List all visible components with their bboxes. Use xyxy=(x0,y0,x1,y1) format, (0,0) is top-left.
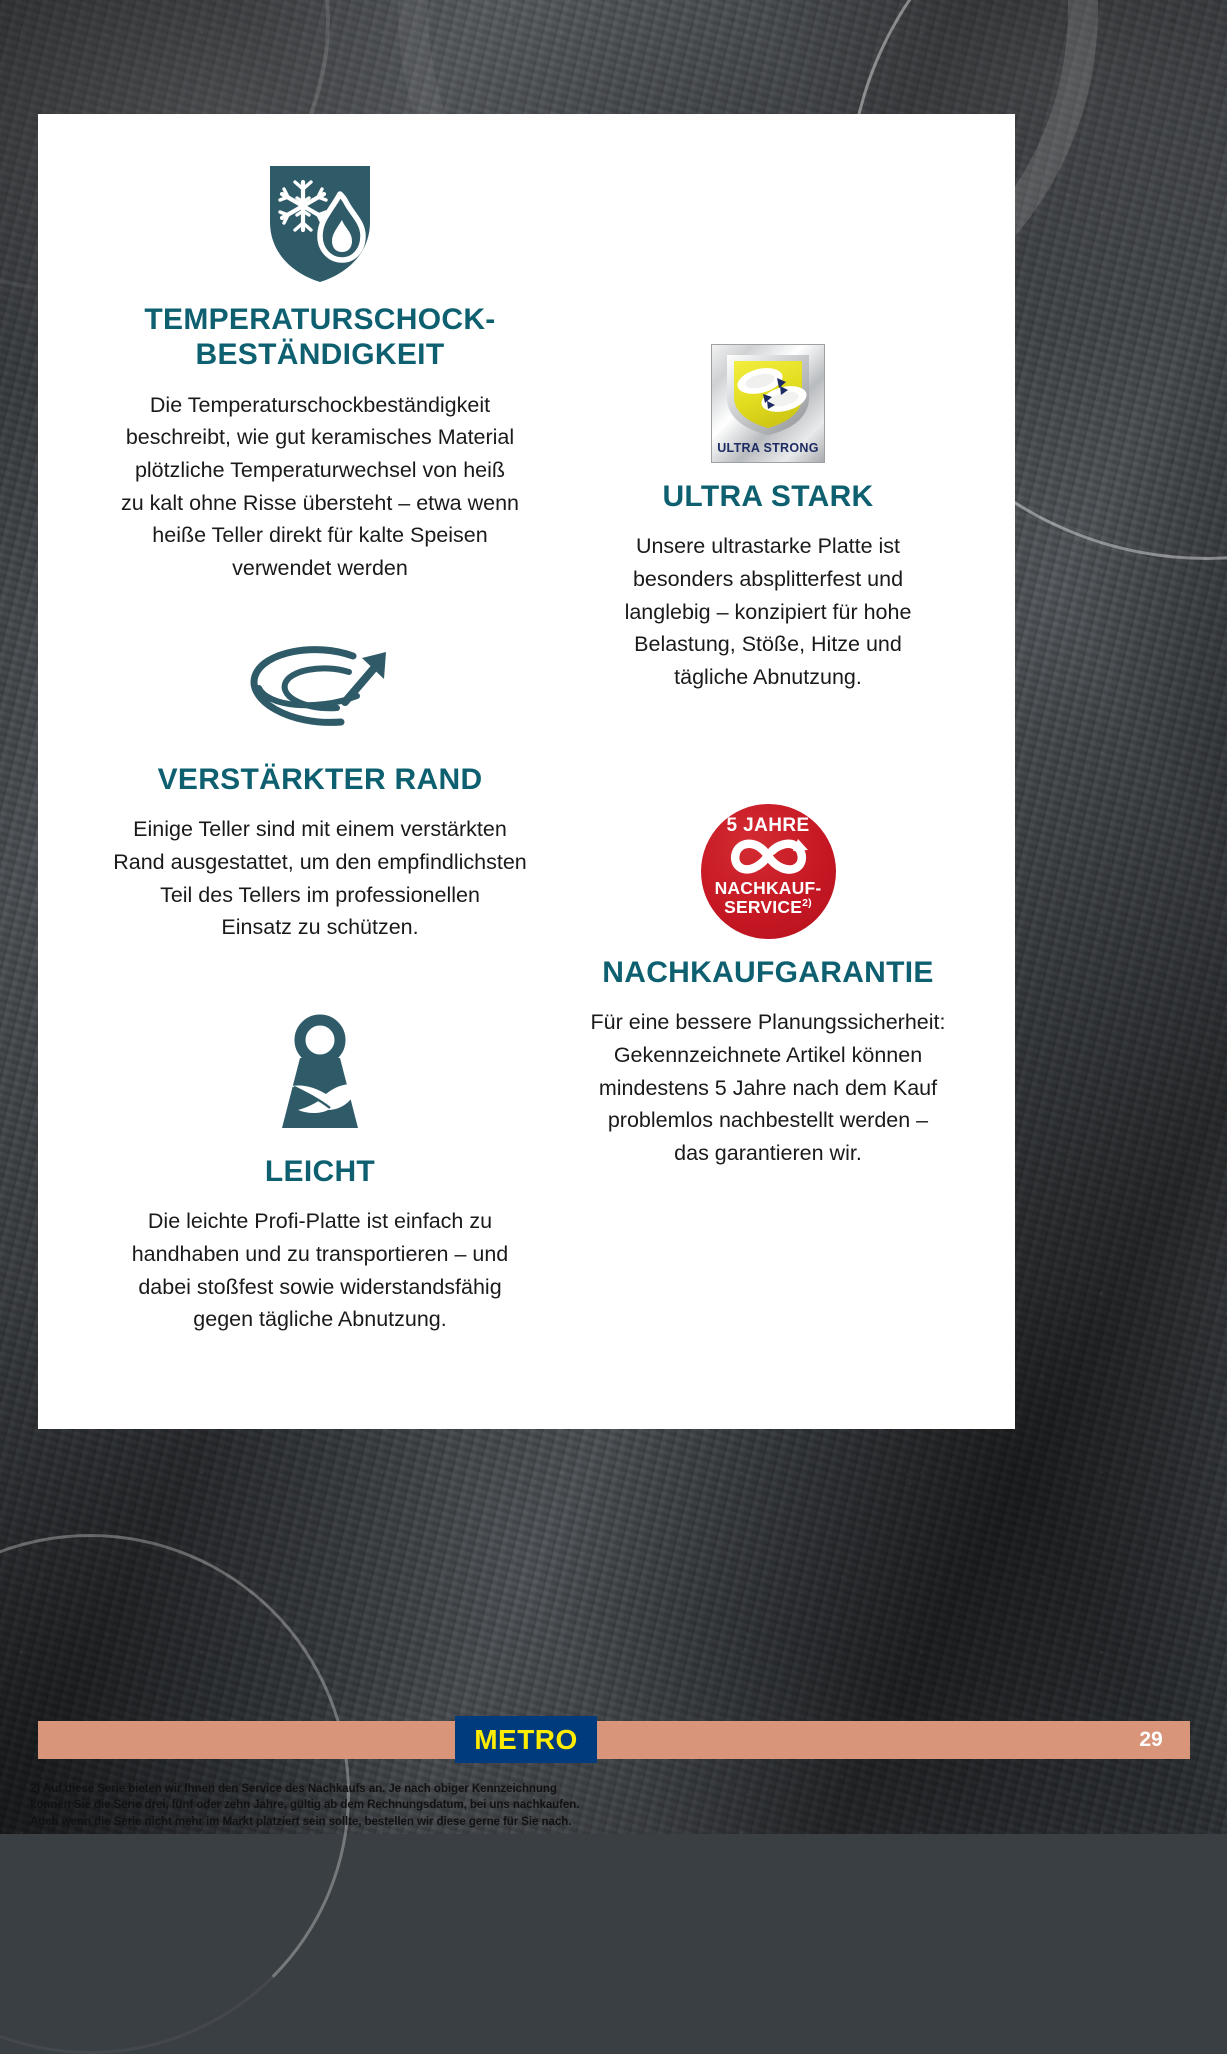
feature-verstaerkter-rand xyxy=(60,634,580,944)
feature-title: NACHKAUFGARANTIE xyxy=(602,956,934,989)
shield-snowflake-flame-icon xyxy=(60,162,580,286)
metro-logo-text: METRO xyxy=(474,1723,578,1755)
infinity-arrow-icon xyxy=(720,837,816,880)
nachkauf-badge-superscript: 2) xyxy=(802,896,812,909)
feature-temperaturschock xyxy=(60,162,580,585)
footer-bar xyxy=(38,1721,1190,1759)
feature-ultra-stark xyxy=(538,344,998,694)
feature-title: TEMPERATURSCHOCK- BESTÄNDIGKEIT xyxy=(144,303,496,372)
nachkauf-badge-service-word: SERVICE xyxy=(724,896,803,917)
feature-body: Die Temperaturschockbeständigkeit beschreibt, wie gut keramisches Material plötzliche Temperaturwechsel von heiß zu kalt ohne Risse übersteht – etwa wenn heiße Teller direkt für kalte Speisen verwendet werden xyxy=(121,392,519,581)
feature-title: VERSTÄRKTER RAND xyxy=(157,763,483,796)
ultra-strong-badge xyxy=(711,344,825,463)
feature-body: Für eine bessere Planungssicherheit: Gekennzeichnete Artikel können mindestens 5 Jahre nach dem Kauf problemlos nachbestellt werden – das garantieren wir. xyxy=(590,1010,946,1166)
feature-content-card xyxy=(38,114,1015,1429)
ultra-strong-badge-icon xyxy=(538,344,998,463)
weight-feather-icon xyxy=(60,1014,580,1138)
page-number: 29 xyxy=(1139,1728,1163,1751)
nachkauf-service-badge xyxy=(701,804,836,939)
ultra-strong-label: ULTRA STRONG xyxy=(717,441,819,455)
feature-body: Einige Teller sind mit einem verstärkten Rand ausgestattet, um den empfindlichsten Teil des Tellers im professionellen Einsatz zu schützen. xyxy=(113,817,527,940)
metro-logo xyxy=(455,1716,597,1763)
feature-title: LEICHT xyxy=(264,1155,376,1188)
nachkauf-badge-top-text: 5 JAHRE xyxy=(726,815,810,836)
feature-leicht xyxy=(60,1014,580,1336)
reinforced-rim-icon xyxy=(60,634,580,746)
nachkauf-badge-line2 xyxy=(724,898,812,917)
feature-body: Die leichte Profi-Platte ist einfach zu handhaben und zu transportieren – und dabei stoßfest sowie widerstandsfähig gegen tägliche Abnutzung. xyxy=(131,1209,509,1332)
feature-nachkaufgarantie xyxy=(538,804,998,1170)
footnote-text: 2) Auf diese Serie bieten wir Ihnen den Service des Nachkaufs an. Je nach obiger Kennzeichnung können Sie die Serie drei, fünf oder zehn Jahre, gültig ab dem Rechnungsdatum, bei uns nachkaufen. Auch wenn die Serie nicht mehr im Markt platziert sein sollte, bestellen wir diese gerne für Sie nach. xyxy=(30,1782,580,1828)
nachkauf-service-badge-icon xyxy=(538,804,998,939)
feature-title: ULTRA STARK xyxy=(662,480,874,513)
feature-body: Unsere ultrastarke Platte ist besonders absplitterfest und langlebig – konzipiert für hohe Belastung, Stöße, Hitze und tägliche Abnutzung. xyxy=(624,534,912,690)
nachkauf-badge-line1: NACHKAUF- xyxy=(714,878,822,898)
